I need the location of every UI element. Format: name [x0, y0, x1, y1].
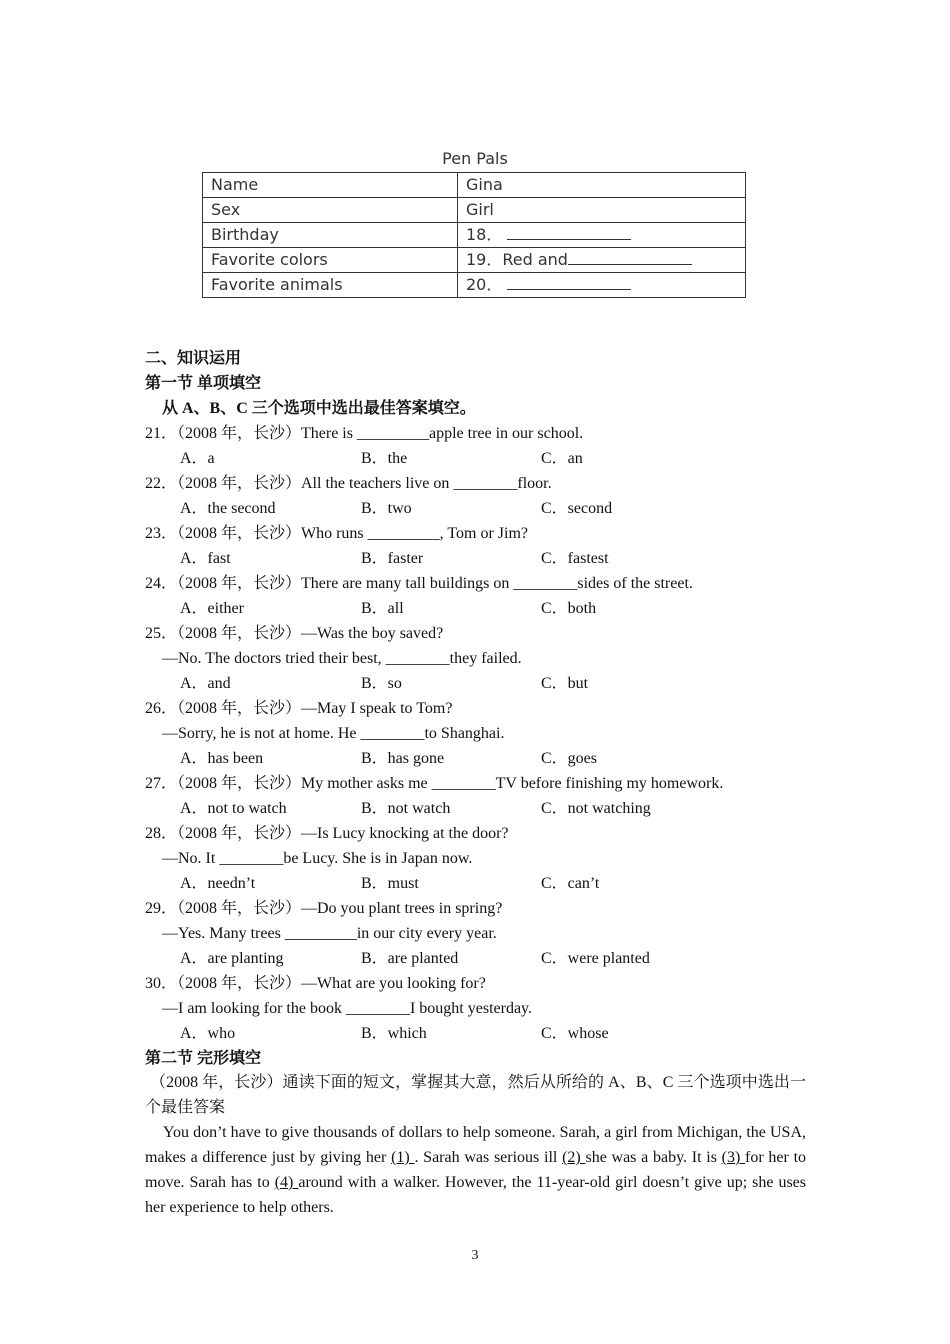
- question-stem: 22．（2008 年，长沙）All the teachers live on ________floor.: [145, 475, 552, 492]
- option-c: C．an: [541, 450, 583, 467]
- page-number: 3: [471, 1248, 479, 1263]
- part2-instruction: （2008 年，长沙）通读下面的短文，掌握其大意，然后从所给的 A、B、C 三个选项中选出一个最佳答案: [145, 1074, 806, 1116]
- table-row: [203, 173, 746, 198]
- option-a: A．has been: [180, 750, 264, 767]
- part2-heading: 第二节 完形填空: [145, 1050, 262, 1067]
- passage-text: . Sarah was serious ill: [414, 1149, 563, 1166]
- question-stem: 21．（2008 年，长沙）There is _________apple tree in our school.: [145, 425, 584, 442]
- table-cell-value: Girl: [458, 198, 746, 223]
- question-number: 19．Red and: [466, 250, 568, 269]
- part1-heading: 第一节 单项填空: [145, 375, 262, 392]
- option-b: B．all: [361, 600, 404, 617]
- question-dialogue: —I am looking for the book ________I bought yesterday.: [162, 1000, 533, 1017]
- question-stem: 27．（2008 年，长沙）My mother asks me ________TV before finishing my homework.: [145, 775, 724, 792]
- option-b: B．so: [361, 675, 402, 692]
- option-b: B．two: [361, 500, 412, 517]
- table-row: [203, 248, 746, 273]
- option-b: B．are planted: [361, 950, 459, 967]
- question-dialogue: —No. It ________be Lucy. She is in Japan now.: [162, 850, 473, 867]
- option-c: C．fastest: [541, 550, 609, 567]
- option-c: C．not watching: [541, 800, 651, 817]
- table-row: [203, 273, 746, 298]
- option-b: B．must: [361, 875, 419, 892]
- answer-blank: [568, 248, 692, 265]
- answer-blank: [507, 273, 631, 290]
- table-row: [203, 223, 746, 248]
- table-cell-label: Name: [203, 173, 458, 198]
- question-stem: 30．（2008 年，长沙）—What are you looking for?: [145, 975, 486, 992]
- table-cell-label: Favorite colors: [203, 248, 458, 273]
- answer-blank: [507, 223, 631, 240]
- question-dialogue: —Yes. Many trees _________in our city every year.: [162, 925, 497, 942]
- question-stem: 23．（2008 年，长沙）Who runs _________, Tom or Jim?: [145, 525, 529, 542]
- option-c: C．but: [541, 675, 589, 692]
- option-a: A．the second: [180, 500, 276, 517]
- option-c: C．were planted: [541, 950, 650, 967]
- table-cell-value: [458, 223, 746, 248]
- option-a: A．are planting: [180, 950, 284, 967]
- cloze-blank: (2): [562, 1149, 586, 1166]
- option-b: B．faster: [361, 550, 424, 567]
- passage-text: for her to move. Sarah has to: [145, 1149, 807, 1191]
- option-c: C．both: [541, 600, 597, 617]
- question-stem: 25．（2008 年，长沙）—Was the boy saved?: [145, 625, 444, 642]
- question-dialogue: —Sorry, he is not at home. He ________to Shanghai.: [162, 725, 505, 742]
- penpals-table-title: Pen Pals: [442, 149, 508, 168]
- table-cell-value: [458, 273, 746, 298]
- option-b: B．has gone: [361, 750, 445, 767]
- option-c: C．second: [541, 500, 613, 517]
- table-cell-label: Birthday: [203, 223, 458, 248]
- passage-text: You don’t have to give thousands of dollars to help someone. Sarah, a girl from Michigan, the USA, makes a difference just by giving her: [145, 1124, 806, 1166]
- table-cell-label: Sex: [203, 198, 458, 223]
- question-number: 20．: [466, 275, 503, 294]
- option-b: B．which: [361, 1025, 427, 1042]
- option-c: C．can’t: [541, 875, 600, 892]
- section-heading: 二、知识运用: [145, 350, 242, 367]
- option-a: A．not to watch: [180, 800, 287, 817]
- cloze-passage: [145, 1120, 806, 1220]
- penpals-table: [202, 172, 746, 298]
- part1-instruction: 从 A、B、C 三个选项中选出最佳答案填空。: [162, 400, 476, 417]
- question-dialogue: —No. The doctors tried their best, ________they failed.: [162, 650, 522, 667]
- question-stem: 29．（2008 年，长沙）—Do you plant trees in spring?: [145, 900, 503, 917]
- question-stem: 28．（2008 年，长沙）—Is Lucy knocking at the door?: [145, 825, 509, 842]
- question-stem: 26．（2008 年，长沙）—May I speak to Tom?: [145, 700, 453, 717]
- option-b: B．the: [361, 450, 408, 467]
- cloze-blank: (1): [391, 1149, 415, 1166]
- question-stem: 24．（2008 年，长沙）There are many tall buildings on ________sides of the street.: [145, 575, 693, 592]
- option-c: C．whose: [541, 1025, 609, 1042]
- option-a: A．who: [180, 1025, 236, 1042]
- option-a: A．needn’t: [180, 875, 256, 892]
- option-a: A．fast: [180, 550, 231, 567]
- option-a: A．and: [180, 675, 231, 692]
- table-cell-value: Gina: [458, 173, 746, 198]
- table-cell-label: Favorite animals: [203, 273, 458, 298]
- table-cell-value: [458, 248, 746, 273]
- option-b: B．not watch: [361, 800, 451, 817]
- option-c: C．goes: [541, 750, 598, 767]
- table-row: [203, 198, 746, 223]
- passage-text: she was a baby. It is: [585, 1149, 722, 1166]
- option-a: A．a: [180, 450, 215, 467]
- option-a: A．either: [180, 600, 244, 617]
- question-number: 18．: [466, 225, 503, 244]
- passage-text: around with a walker. However, the 11-year-old girl doesn’t give up; she uses her experience to help others.: [145, 1174, 807, 1216]
- cloze-blank: (3): [721, 1149, 746, 1166]
- cloze-blank: (4): [274, 1174, 299, 1191]
